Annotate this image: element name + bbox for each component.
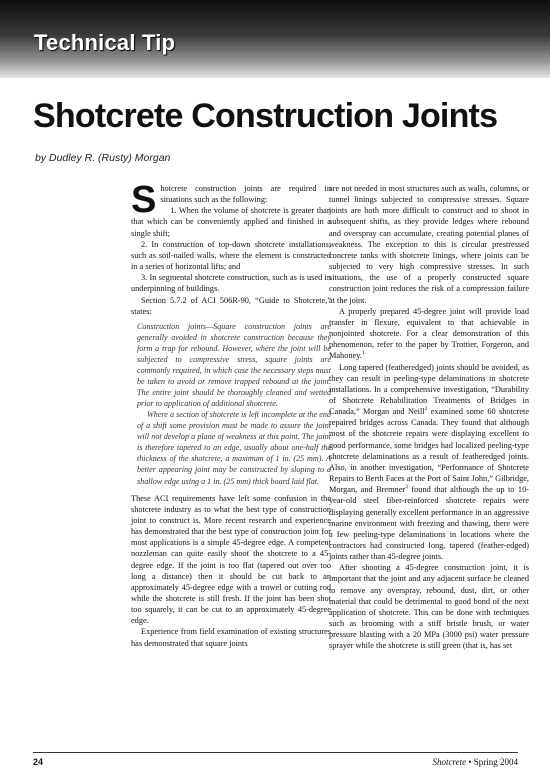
footer-publication	[432, 757, 518, 767]
paragraph: Experience from field examination of existing structures has demonstrated that square joints	[131, 627, 331, 648]
paragraph: are not needed in most structures such as walls, columns, or tunnel linings subjected to compressive stresses. Square joints are both more difficult to construct and to shoot in subsequent shifts, as they provide ledges where rebound and overspray can accumulate, creating potential planes of weakness. The exception to this is circular prestressed concrete tanks with shotcrete linings, where joints can be subjected to very high compressive stresses. In such situations, the use of a properly constructed square construction joint reduces the risk of a compression failure at the joint.	[329, 184, 529, 305]
right-column	[329, 183, 529, 652]
paragraph: Section 5.7.2 of ACI 506R-90, “Guide to Shotcrete,” states:	[131, 295, 331, 316]
issue-label: • Spring 2004	[466, 757, 518, 767]
reference-marker: 3	[405, 484, 408, 491]
byline: by Dudley R. (Rusty) Morgan	[35, 152, 171, 164]
section-title: Technical Tip	[34, 30, 176, 55]
paragraph: A properly prepared 45-degree joint will provide load transfer in flexure, equivalent to that achievable in nonjointed shotcrete. For a clear demonstration of this phenomenon, refer to the paper by Trottier, Forgeron, and Mahoney.$^1$	[329, 306, 529, 361]
reference-marker: 2	[424, 406, 428, 413]
quote-paragraph: Construction joints—Square construction joints are generally avoided in shotcrete construction because they form a trap for rebound. However, where the joint will be subjected to compressive stress, square joints are commonly required, in which case the necessary steps must be taken to avoid or remove trapped rebound at the joint. The entire joint should be thoroughly cleaned and wetted prior to application of additional shotcrete.	[137, 321, 331, 409]
list-item: 1. When the volume of shotcrete is greater than that which can be conveniently applied and finished in a single shift;	[131, 206, 331, 238]
paragraph: After shooting a 45-degree construction joint, it is important that the joint and any adjacent surface be cleaned to remove any overspray, rebound, dust, dirt, or other material that could be detrimental to good bond of the next application of shotcrete. This can be done with techniques such as brooming with a stiff bristle brush, or water pressure blasting with a 20 MPa (3000 psi) water pressure sprayer while the shotcrete is still green (that is, has set	[329, 563, 529, 651]
block-quote	[137, 321, 331, 487]
drop-cap: S	[131, 179, 157, 221]
paragraph: These ACI requirements have left some confusion in the shotcrete industry as to what the best type of construction joint to construct is. More recent research and experience has demonstrated that the best type of construction joint for most applications is a simple 45-degree edge. A competent nozzleman can quite easily shoot the shotcrete to a 45-degree edge. If the joint is too flat (tapered out over too long a distance) then it should be cut back to an approximately 45-degree edge with a trowel or cutting rod while the shotcrete is still fresh. If the joint has been shot too squarely, it can be cut to an approximately 45-degree edge.	[131, 493, 331, 626]
footer-rule	[33, 752, 518, 753]
list-item: 2. In construction of top-down shotcrete installations, such as soil-nailed walls, where the element is constructed in a series of horizontal lifts; and	[131, 239, 331, 272]
list-item: 3. In segmental shotcrete construction, such as is used in underpinning of buildings.	[131, 273, 331, 294]
magazine-name: Shotcrete	[432, 757, 467, 767]
reference-marker: 1	[361, 350, 365, 357]
header-banner	[0, 0, 550, 78]
article-title: Shotcrete Construction Joints	[33, 97, 498, 135]
quote-paragraph: Where a section of shotcrete is left incomplete at the end of a shift some provision must be made to assure the joint will not develop a plane of weakness at this point. The joint is therefore tapered to an edge, usually about one-half the thickness of the shotcrete, a maximum of 1 in. (25 mm). A better appearing joint may be constructed by sloping to a shallow edge using a 1 in. (25 mm) thick board laid flat.	[137, 410, 331, 486]
page-number: 24	[33, 757, 44, 767]
left-column	[131, 179, 331, 649]
intro-paragraph: Shotcrete construction joints are required in situations such as the following:	[131, 179, 331, 221]
paragraph: Long tapered (featheredged) joints should be avoided, as they can result in peeling-type delaminations in shotcrete installations. In a comprehensive investigation, “Durability of Shotcrete Rehabilitation Treatments of Bridges in Canada,” Morgan and Neill$^2$ examined some 60 shotcrete repaired bridges across Canada. They found that although most of the shotcrete repairs were displaying excellent to good performance, some bridges had localized peeling-type shotcrete delaminations as a result of featheredged joints. Also, in another investigation, “Performance of Shotcrete Repairs to Berth Faces at the Port of Saint John,” Gilbridge, Morgan, and Bremner$^3$ found that although the up to 10-year-old steel fiber-reinforced shotcrete repairs were displaying generally excellent performance in an aggressive marine environment with freezing and thawing, there were a few peeling-type delaminations in locations where the contractors had constructed long, tapered (feather-edged) joints rather than 45-degree joints.	[329, 362, 529, 562]
